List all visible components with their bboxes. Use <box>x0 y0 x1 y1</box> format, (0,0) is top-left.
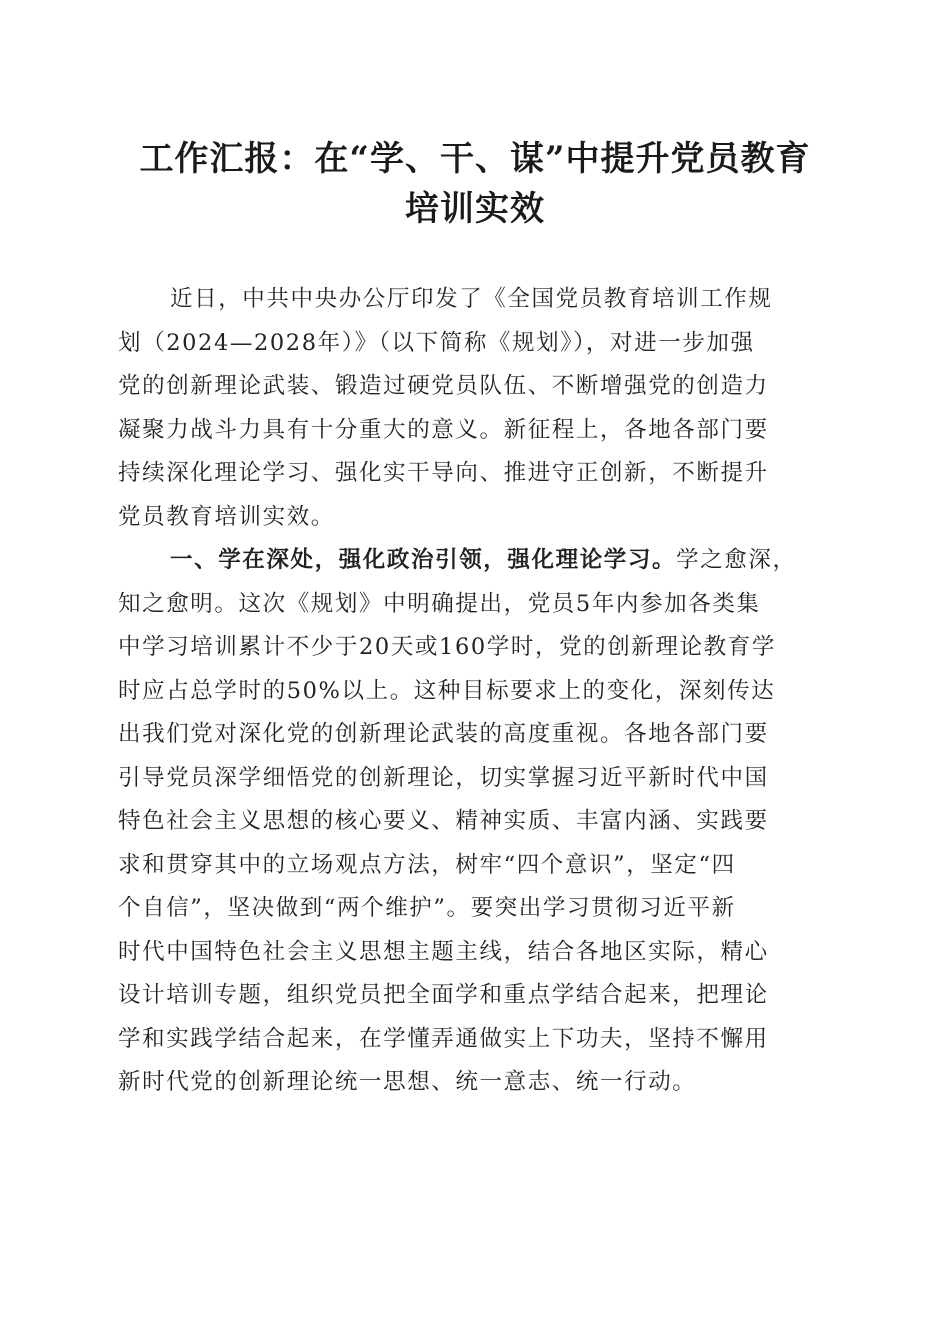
paragraph-line: 党的创新理论武装、锻造过硬党员队伍、不断增强党的创造力 <box>118 373 769 399</box>
paragraph-line: 划（2024—2028年）》（以下简称《规划》），对进一步加强 <box>118 329 755 356</box>
paragraph-line: 新时代党的创新理论统一思想、统一意志、统一行动。 <box>118 1069 697 1095</box>
paragraph-line: 求和贯穿其中的立场观点方法，树牢“四个意识”，坚定“四 <box>118 851 736 878</box>
paragraph-line: 个自信”，坚决做到“两个维护”。要突出学习贯彻习近平新 <box>118 895 736 921</box>
paragraph-line: 时代中国特色社会主义思想主题主线，结合各地区实际，精心 <box>118 938 769 965</box>
paragraph-line: 学和实践学结合起来，在学懂弄通做实上下功夫，坚持不懈用 <box>118 1025 769 1052</box>
paragraph-line: 凝聚力战斗力具有十分重大的意义。新征程上，各地各部门要 <box>118 416 769 443</box>
title-line-1: 工作汇报：在“学、干、谋”中提升党员教育 <box>139 139 811 179</box>
paragraph-line: 引导党员深学细悟党的创新理论，切实掌握习近平新时代中国 <box>118 764 769 791</box>
paragraph-line: 知之愈明。这次《规划》中明确提出，党员5年内参加各类集 <box>118 590 761 617</box>
paragraph-2 <box>118 539 834 1105</box>
paragraph-line: 时应占总学时的50%以上。这种目标要求上的变化，深刻传达 <box>118 677 776 704</box>
paragraph-line: 党员教育培训实效。 <box>118 503 335 530</box>
paragraph-first-line-rest: 学之愈深， <box>676 547 797 573</box>
paragraph-line: 中学习培训累计不少于20天或160学时，党的创新理论教育学 <box>118 634 776 660</box>
title-line-2: 培训实效 <box>405 189 545 229</box>
paragraph-line: 特色社会主义思想的核心要义、精神实质、丰富内涵、实践要 <box>118 808 769 834</box>
paragraph-line: 出我们党对深化党的创新理论武装的高度重视。各地各部门要 <box>118 721 769 747</box>
paragraph-first-line <box>118 539 834 583</box>
section-heading: 一、学在深处，强化政治引领，强化理论学习。 <box>170 547 677 573</box>
paragraph-line: 近日，中共中央办公厅印发了《全国党员教育培训工作规 <box>170 286 773 312</box>
document-title <box>100 134 850 234</box>
paragraph-1 <box>118 278 834 539</box>
paragraph-line: 持续深化理论学习、强化实干导向、推进守正创新，不断提升 <box>118 460 769 486</box>
paragraph-line: 设计培训专题，组织党员把全面学和重点学结合起来，把理论 <box>118 982 769 1008</box>
